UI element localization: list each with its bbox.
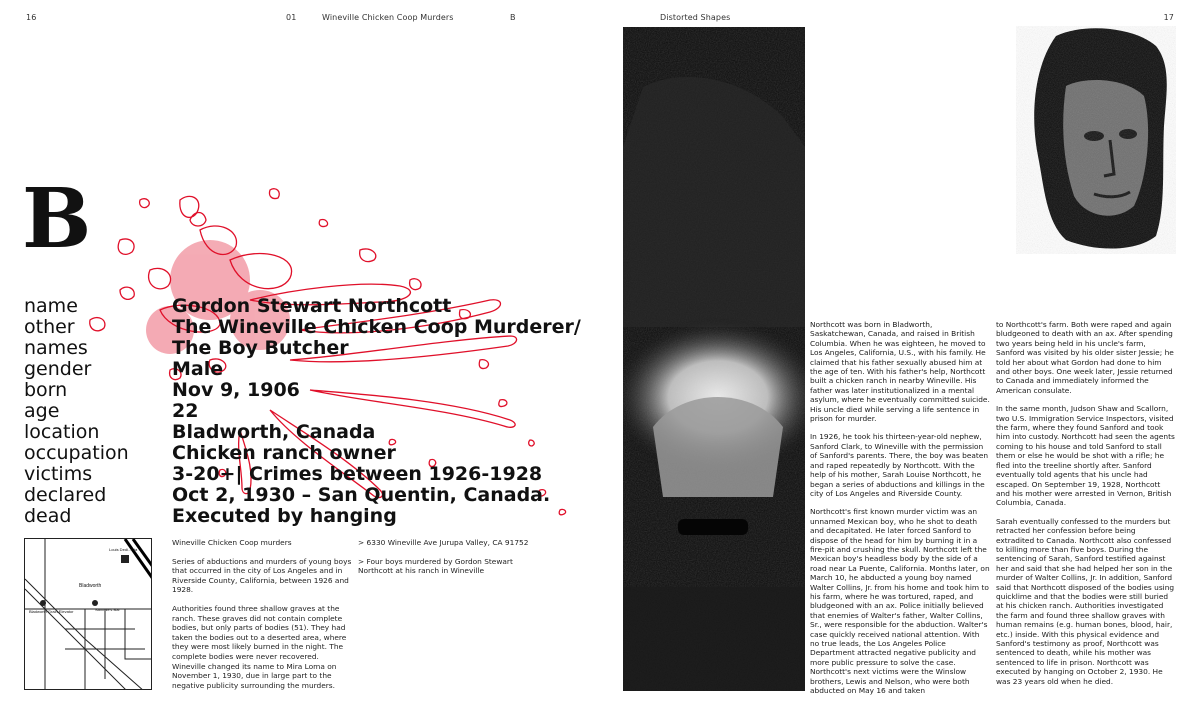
address-note: > 6330 Wineville Ave Jurupa Valley, CA 91752 [358, 538, 529, 547]
body-paragraph: Northcott's first known murder victim was an unnamed Mexican boy, who he shot to death and decapitated. He later forced Sanford to dispose of the head for him by burning it in a fire-pit and crushing the skull. Northcott left the Mexican boy's headless body by the side of a road near La Puente, California. Months later, on March 10, he abducted a young boy named Walter Collins, Jr. from his home and took him to his farm, where he was tortured, raped, and bludgeoned with an ax. Police initially believed that enemies of Walter's father, Walter Collins, Sr., were responsible for the abduction. Walter's case quickly received national attention. With no true leads, the Los Angeles Police Department attracted negative publicity and more public pressure to solve the case. Northcott's next victims were the Winslow brothers, Lewis and Nelson, who were both abducted on May 16 and taken [810, 507, 990, 696]
summary-paragraph: Series of abductions and murders of young boys that occurred in the city of Los Angeles and in Riverside County, California, between 1926 and 1928. [172, 556, 352, 595]
fact-label: gender [24, 358, 92, 380]
summary-column [172, 538, 352, 699]
victims-note: > Four boys murdered by Gordon Stewart Northcott at his ranch in Wineville [358, 556, 513, 576]
fact-label: declared dead [24, 484, 107, 527]
map-label: Bladworth Grain Elevator [29, 609, 74, 614]
fact-label: name [24, 295, 78, 317]
summary-paragraph: Authorities found three shallow graves at the ranch. These graves did not contain complete bodies, but only parts of bodies (51). They had taken the bodies out to a deserted area, where they were most likely burned in the night. The complete bodies were never recovered. Wineville changed its name to Mira Loma on November 1, 1930, due in large part to the negative publicity surrounding the murders. [172, 603, 347, 690]
running-title: Wineville Chicken Coop Murders [322, 13, 454, 22]
body-paragraph: In 1926, he took his thirteen-year-old nephew, Sanford Clark, to Wineville with the permission of Sanford's parents. There, the boy was beaten and raped repeatedly by Northcott. With the help of his mother, Sarah Louise Northcott, he began a series of abductions and killings in the city of Los Angeles and Riverside County. [810, 432, 989, 498]
page-number-right: 17 [1163, 13, 1174, 22]
notes-column [358, 538, 538, 585]
fact-value: The Boy Butcher [172, 337, 349, 359]
fact-value: Male [172, 358, 224, 380]
section-number: 01 [286, 13, 297, 22]
fact-value: Chicken ranch owner [172, 442, 396, 464]
distorted-portrait [1016, 26, 1176, 254]
map-graphic [25, 539, 152, 690]
fact-value: Bladworth, Canada [172, 421, 376, 443]
fact-label: other names [24, 316, 88, 359]
chapter-drop-letter: B [22, 171, 90, 267]
fact-value: 3-20+| Crimes between 1926-1928 [172, 463, 543, 485]
fact-value: Executed by hanging [172, 505, 397, 527]
page-number-left: 16 [26, 13, 37, 22]
location-map [24, 538, 152, 690]
body-paragraph: Sarah eventually confessed to the murders but retracted her confession before being extradited to Canada. Northcott also confessed to killing more than five boys. During the sentencing of Sarah, Sanford testified against her and said that she had helped her son in the murder of Walter Collins, Jr. In addition, Sanford said that Northcott disposed of the bodies using quicklime and that the bodies were still buried at his chicken ranch. Authorities investigated the farm and found three shallow graves with human remains (e.g. human bones, blood, hair, etc.) inside. With this physical evidence and Sanford's testimony as proof, Northcott was sentenced to death, while his mother was sentenced to life in prison. Northcott was executed by hanging on October 2, 1930. He was 23 years old when he died. [996, 516, 1175, 686]
body-paragraph: In the same month, Judson Shaw and Scallorn, two U.S. Immigration Service Inspectors, visited the farm, where they found Sanford and took him into custody. Northcott had seen the agents coming to his house and told Sanford to stall them or else he would be shot with a rifle; he fled into the treeline shortly after. Sanford eventually told agents that his uncle had escaped. On September 19, 1928, Northcott and his mother were arrested in Vernon, British Columbia, Canada. [996, 404, 1175, 508]
fact-value: The Wineville Chicken Coop Murderer/ [172, 316, 581, 338]
fact-value: 22 [172, 400, 199, 422]
chapter-letter: B [510, 13, 516, 22]
fact-label: victims [24, 463, 93, 485]
fact-label: location [24, 421, 100, 443]
map-label: Sammie's Bar [95, 607, 120, 612]
body-column [810, 320, 990, 704]
fact-label: age [24, 400, 60, 422]
section-title: Distorted Shapes [660, 13, 731, 22]
night-street-photo [623, 27, 805, 691]
map-label: Louis Dedi...Sta [109, 547, 138, 552]
fact-value: Gordon Stewart Northcott [172, 295, 452, 317]
fact-label: born [24, 379, 68, 401]
fact-label: occupation [24, 442, 129, 464]
map-label: Bladworth [79, 583, 102, 589]
fact-value: Nov 9, 1906 [172, 379, 300, 401]
fact-value: Oct 2, 1930 – San Quentin, Canada. [172, 484, 551, 506]
body-paragraph: Northcott was born in Bladworth, Saskatchewan, Canada, and raised in British Columbia. When he was eighteen, he moved to Los Angeles, California, U.S., with his family. He claimed that his father sexually abused him at the age of ten. With his father's help, Northcott built a chicken ranch in nearby Wineville. His father was later institutionalized in a mental asylum, where he eventually committed suicide. His uncle died while serving a life sentence in prison for murder. [810, 320, 990, 424]
body-paragraph: to Northcott's farm. Both were raped and again bludgeoned to death with an ax. After spending two years being held in his uncle's farm, Sanford was visited by his older sister Jessie; he told her about what Gordon had done to him and other boys. One week later, Jessie returned to Canada and immediately informed the American consulate. [996, 320, 1174, 395]
body-column [996, 320, 1176, 695]
summary-heading: Wineville Chicken Coop murders [172, 538, 292, 547]
